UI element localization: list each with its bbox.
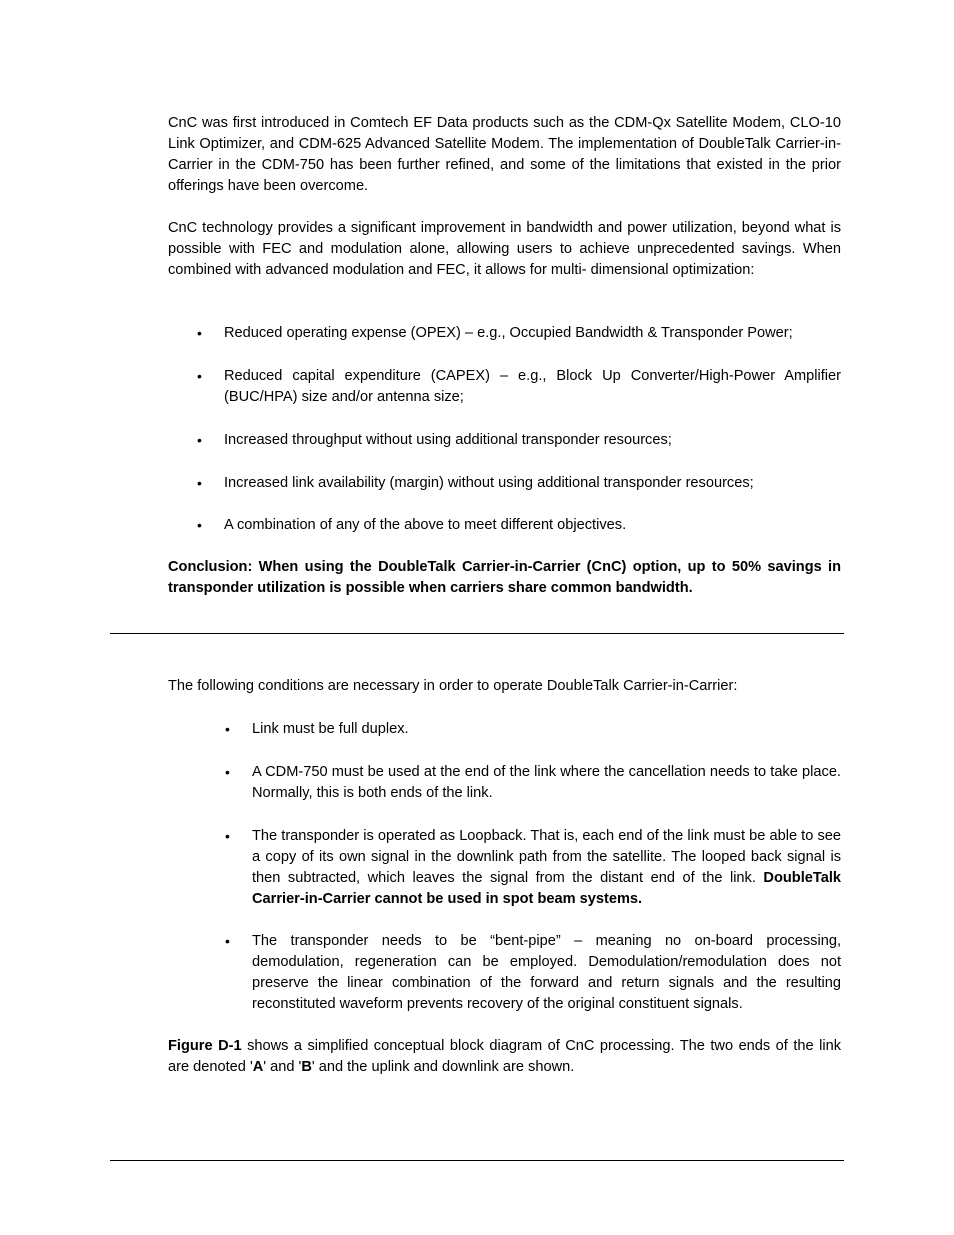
- technology-paragraph: CnC technology provides a significant improvement in bandwidth and power utilization, beyond what is possible with FEC and modulation alone, allowing users to achieve unprecedented savings. When combined with advanced modulation and FEC, it allows for multi- dimensional optimization:: [168, 220, 841, 278]
- list-item: [197, 430, 841, 451]
- list-item-text: Reduced capital expenditure (CAPEX) – e.g., Block Up Converter/High-Power Amplifier (BUC/HPA) size and/or antenna size;: [224, 368, 841, 405]
- list-item-text: The transponder needs to be “bent-pipe” – meaning no on-board processing, demodulation, regeneration can be employed. Demodulation/remodulation does not preserve the linear combination of the forward and return signals and the resulting reconstituted waveform prevents recovery of the original constituent signals.: [252, 933, 841, 1012]
- section-divider: [110, 633, 844, 634]
- figure-reference-paragraph: [168, 1036, 841, 1078]
- bullet-icon: •: [197, 475, 202, 491]
- figure-text: shows a simplified conceptual block diagram of CnC processing. The two ends of the link are denoted ': [168, 1038, 841, 1075]
- list-item-text: A CDM-750 must be used at the end of the link where the cancellation needs to take place. Normally, this is both ends of the link.: [252, 764, 841, 801]
- list-item: [225, 826, 841, 910]
- bullet-icon: •: [197, 432, 202, 448]
- bullet-icon: •: [197, 325, 202, 341]
- list-item-text: Reduced operating expense (OPEX) – e.g., Occupied Bandwidth & Transponder Power;: [224, 325, 793, 341]
- bullet-icon: •: [225, 828, 230, 844]
- bullet-icon: •: [225, 933, 230, 949]
- bullet-icon: •: [197, 517, 202, 533]
- conditions-intro: The following conditions are necessary in order to operate DoubleTalk Carrier-in-Carrier:: [168, 678, 738, 694]
- end-b-label: B: [301, 1059, 312, 1075]
- list-item-text: Increased link availability (margin) without using additional transponder resources;: [224, 475, 754, 491]
- list-item-text: The transponder is operated as Loopback. That is, each end of the link must be able to see a copy of its own signal in the downlink path from the satellite. The looped back signal is then subtracted, which leaves the signal from the distant end of the link.: [252, 828, 841, 886]
- list-item: [197, 323, 841, 344]
- footer-divider: [110, 1160, 844, 1161]
- list-item: [197, 473, 841, 494]
- bullet-icon: •: [225, 721, 230, 737]
- intro-paragraph: CnC was first introduced in Comtech EF Data products such as the CDM-Qx Satellite Modem, CLO-10 Link Optimizer, and CDM-625 Advanced Satellite Modem. The implementation of DoubleTalk Carrier-in-Carrier in the CDM-750 has been further refined, and some of the limitations that existed in the prior offerings have been overcome.: [168, 115, 841, 194]
- list-item: [225, 931, 841, 1015]
- list-item: [225, 719, 841, 740]
- list-item: [197, 366, 841, 408]
- end-a-label: A: [252, 1059, 264, 1075]
- list-item-text: Link must be full duplex.: [252, 721, 409, 737]
- figure-text: ' and ': [263, 1059, 302, 1075]
- conclusion-text: Conclusion: When using the DoubleTalk Carrier-in-Carrier (CnC) option, up to 50% savings in transponder utilization is possible when carriers share common bandwidth.: [168, 559, 841, 596]
- figure-text: ' and the uplink and downlink are shown.: [311, 1059, 575, 1075]
- figure-reference-link[interactable]: Figure D-1: [168, 1038, 242, 1054]
- list-item-text: Increased throughput without using additional transponder resources;: [224, 432, 672, 448]
- conclusion-paragraph: [168, 557, 841, 599]
- list-item: [225, 762, 841, 804]
- bullet-icon: •: [197, 368, 202, 384]
- list-item: [197, 515, 841, 536]
- bullet-icon: •: [225, 764, 230, 780]
- list-item-text: A combination of any of the above to meet different objectives.: [224, 517, 627, 533]
- spot-beam-warning: DoubleTalk Carrier-in-Carrier cannot be used in spot beam systems.: [252, 870, 841, 907]
